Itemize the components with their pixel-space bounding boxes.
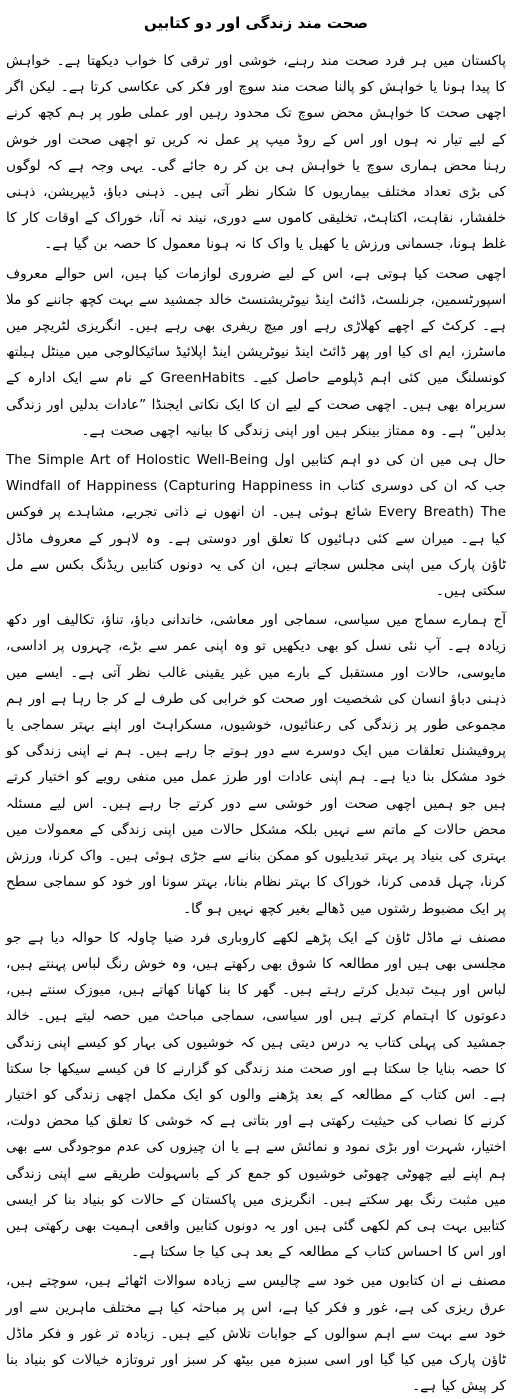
article-paragraph: آج ہمارے سماج میں سیاسی، سماجی اور معاشی، خاندانی دباؤ، تناؤ، تکالیف اور دکھ زیادہ ہے۔ آپ نئی نسل کو بھی دیکھیں تو وہ اپنی عمر سے بڑے، چہروں پر اداسی، مایوسی، حالات اور مستقبل کے بارے میں غیر یقینی غالب نظر آتی ہے۔ ایسے میں ذہنی دباؤ انسان کی شخصیت اور صحت کو خرابی کی طرف لے کر جا رہا ہے اور ہم مجموعی طور پر زندگی کی رعنائیوں، خوشیوں، مسکراہٹ اور اپنے بہتر سماجی یا پروفیشنل تعلقات میں ایک دوسرے سے دور ہوتے جا رہے ہیں۔ ہم نے اپنی زندگی کو خود مشکل بنا دیا ہے۔ ہم اپنی عادات اور طرز عمل میں منفی رویے کو اختیار کرتے ہیں جو ہمیں اچھی صحت اور خوشی سے دور کرتے جا رہے ہیں۔ اس لیے مسئلہ محض حالات کے ماتم سے نہیں بلکہ مشکل حالات میں اپنی زندگی کے معمولات میں بہتری کی بنیاد پر بہتر تبدیلیوں کو ممکن بنانے سے جڑی ہوئی ہیں۔ واک کرنا، ورزش کرنا، چہل قدمی کرنا، خوراک کا بہتر نظام بنانا، بہتر سونا اور خود کو سماجی سطح پر ایک مضبوط رشتوں میں ڈھالے بغیر کچھ نہیں ہو گا۔	[6, 612, 506, 917]
article-paragraph: حال ہی میں ان کی دو اہم کتابیں اول The Simple Art of Holostic Well-Being جب کہ ان کی دوسری کتاب Windfall of Happiness (Capturing Happiness in Every Breath) The شائع ہوئی ہیں۔ ان انھوں نے ذاتی تجربے، مشاہدے پر فوکس کیا ہے۔ میران سے کئی دہائیوں کا تعلق اور دوستی ہے۔ وہ لاہور کے معروف ماڈل ٹاؤن پارک میں اپنی مجلس سجاتے ہیں، ان کی یہ دونوں کتابیں ریڈنگ بکس سے مل سکتی ہیں۔	[6, 452, 507, 600]
article-paragraph: مصنف نے ماڈل ٹاؤن کے ایک پڑھے لکھے کاروباری فرد ضیا چاولہ کا حوالہ دیا ہے جو مجلسی بھی ہیں اور مطالعہ کا شوق بھی رکھتے ہیں، وہ خوش رنگ لباس پہنتے ہیں، لباس اور ہیٹ تبدیل کرتے رہتے ہیں۔ گھر کا بنا کھانا کھاتے ہیں، میوزک سنتے ہیں، دعوتوں کا اہتمام کرتے ہیں اور سیاسی، سماجی مباحث میں حصہ لیتے ہیں۔ خالد جمشید کی پہلی کتاب یہ درس دیتی ہیں کہ خوشیوں کی بہار کو کیسے اپنی زندگی کا حصہ بنایا جا سکتا ہے اور صحت مند زندگی کو گزارنے کا فن کیسے سیکھا جا سکتا ہے۔ اس کتاب کے مطالعہ کے بعد پڑھنے والوں کو ایک مکمل اچھی زندگی کو اختیار کرنے کا نصاب کی حیثیت رکھتی ہے اور بتاتی ہے کہ خوشی کا تعلق کیا محض دولت، اختیار، شہرت اور بڑی نمود و نمائش سے ہے یا ان چیزوں کی عدم موجودگی سے بھی ہم اپنے لیے چھوٹی چھوٹی خوشیوں کو جمع کر کے باسہولت طریقے سے اپنی زندگی میں مثبت رنگ بھر سکتے ہیں۔ انگریزی میں پاکستان کے حالات کو بنیاد بنا کر ایسی کتابیں بہت ہی کم لکھی گئی ہیں اور یہ دونوں کتابیں واقعی اہمیت بھی رکھتی ہیں اور اس کا احساس کتاب کے مطالعہ کے بعد ہی کیا جا سکتا ہے۔	[6, 929, 506, 1261]
article-paragraph: پاکستان میں ہر فرد صحت مند رہنے، خوشی اور ترقی کا خواب دیکھتا ہے۔ خواہش کا پیدا ہونا یا خواہش کو پالنا صحت مند سوچ اور فکر کی عکاسی کرتا ہے۔ لیکن اگر اچھی صحت کا خواہش محض سوچ تک محدود رہیں اور عملی طور پر ہم کچھ کرنے کے لیے تیار نہ ہوں اور اس کے روڈ میپ پر عمل نہ کریں تو اچھی صحت اور خوش رہنا محض ہماری سوچ یا خواہش ہی بن کر رہ جائے گی۔ یہی وجہ ہے کہ لوگوں کی بڑی تعداد مختلف بیماریوں کا شکار نظر آتی ہیں۔ ذہنی دباؤ، ڈیپریشن، ذہنی خلفشار، نقاہت، اکتاہٹ، تخلیقی کاموں سے دوری، نیند نہ آنا، خوراک کے اوقات کار کا غلط ہونا، جسمانی ورزش یا کھیل یا واک کا نہ ہونا معمول کا حصہ بن گیا ہے۔	[6, 53, 506, 253]
article-paragraph: مصنف نے ان کتابوں میں خود سے چالیس سے زیادہ سوالات اٹھائے ہیں، سوچتے ہیں، عرق ریزی کی ہے، غور و فکر کیا ہے، اس پر مباحثہ کیا ہے مختلف ماہرین سے اور خود سے بہت سے اہم سوالوں کے جوابات تلاش کیے ہیں۔ زیادہ تر غور و فکر ماڈل ٹاؤن پارک میں کیا گیا اور اسی سبزہ میں بیٹھ کر سبز اور تروتازہ خیالات کو بنیاد بنا کر پیش کیا ہے۔	[6, 1273, 506, 1395]
article-headline: صحت مند زندگی اور دو کتابیں	[143, 14, 369, 32]
article-paragraph: اچھی صحت کیا ہوتی ہے، اس کے لیے ضروری لوازمات کیا ہیں، اس حوالے معروف اسپورٹسمین، جرنلسٹ، ڈائٹ اینڈ نیوٹریشنسٹ خالد جمشید سے بہت کچھ جاننے کو ملا ہے۔ کرکٹ کے اچھے کھلاڑی رہے اور میچ ریفری بھی رہے ہیں۔ انگریزی لٹریچر میں ماسٹرز، ایم ای کیا اور پھر ڈائٹ اینڈ نیوٹریشن اینڈ اپلائیڈ سائیکالوجی میں مینٹل ہیلتھ کونسلنگ میں کئی اہم ڈپلومے حاصل کیے۔ GreenHabits کے نام سے ایک ادارہ کے سربراہ بھی ہیں۔ اچھی صحت کے لیے ان کا ایک نکاتی ایجنڈا ”عادات بدلیں اور زندگی بدلیں“ ہے۔ وہ ممتاز بینکر ہیں اور اپنی زندگی کا بیانیہ اچھی صحت ہے۔	[6, 265, 506, 439]
